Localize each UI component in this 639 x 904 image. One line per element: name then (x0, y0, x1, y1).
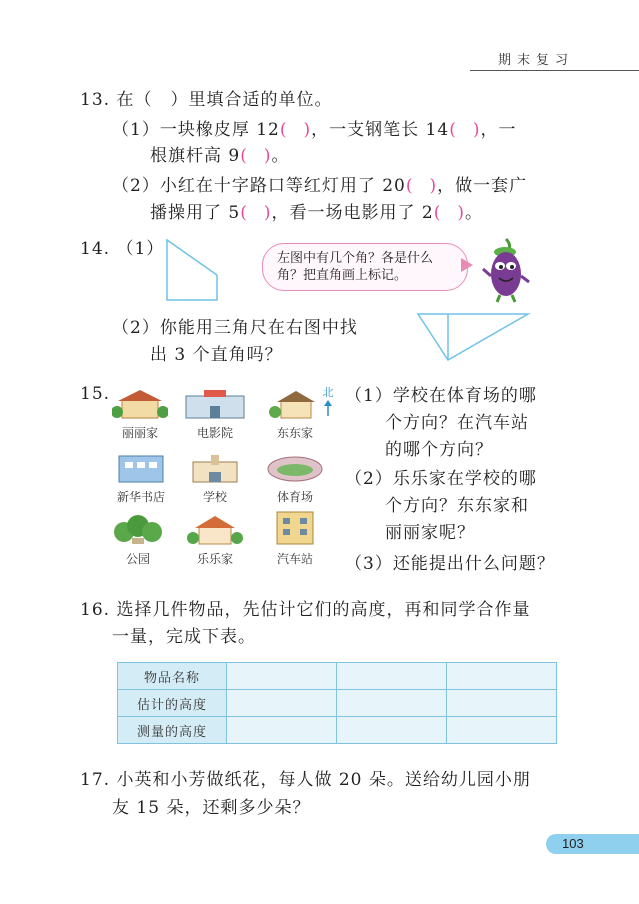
table-row-header: 测量的高度 (118, 717, 227, 744)
bubble-text-line2: 角？把直角画上标记。 (277, 268, 408, 283)
q13-part2-line1: （2）小红在十字路口等红灯用了 20( )，做一套广 (112, 176, 528, 196)
place-lili-home (110, 388, 170, 441)
header-bar (498, 49, 639, 67)
place-lele-home (185, 514, 245, 567)
q17-line2: 友 15 朵，还剩多少朵？ (112, 798, 311, 818)
q13-part1-line1: （1）一块橡皮厚 12( )，一支钢笔长 14( )，一 (112, 120, 517, 140)
q15-question2: （2）乐乐家在学校的哪 个方向？东东家和 丽丽家呢？ (345, 469, 537, 543)
table-row-header: 估计的高度 (118, 690, 227, 717)
bubble-text-line1: 左图中有几个角？各是什么 (277, 251, 434, 266)
place-dongdong-home (265, 388, 325, 441)
place-label: 学校 (202, 490, 227, 504)
q16-number: 16. (80, 600, 111, 620)
page-number-tab (546, 834, 639, 854)
table-row (118, 717, 557, 744)
house-icon (267, 388, 323, 420)
q15-question3: （3）还能提出什么问题？ (345, 554, 555, 574)
blank-paren[interactable]: ( ) (405, 176, 438, 196)
q15-number: 15. (80, 384, 111, 404)
place-cinema (180, 388, 250, 441)
header-title: 期末复习 (498, 53, 575, 68)
north-indicator (321, 384, 335, 420)
q14-number: 14. (80, 239, 111, 259)
table-cell[interactable] (337, 717, 447, 744)
place-label: 丽丽家 (121, 426, 158, 440)
q15-question1: （1）学校在体育场的哪 个方向？在汽车站 的哪个方向？ (345, 386, 537, 460)
place-label: 汽车站 (276, 552, 313, 566)
blank-paren[interactable]: ( ) (240, 203, 272, 223)
bubble-tail (461, 258, 473, 272)
blank-paren[interactable]: ( ) (279, 120, 312, 140)
table-cell[interactable] (227, 717, 337, 744)
blank-paren[interactable]: ( ) (433, 203, 466, 223)
q13-part2-line2: 播操用了 5( )，看一场电影用了 2( )。 (150, 203, 484, 223)
q13-text: 在（ ）里填合适的单位。 (116, 90, 333, 110)
q16-line1: 16. 选择几件物品，先估计它们的高度，再和同学合作量 (80, 600, 531, 620)
building-icon (111, 452, 171, 484)
north-label: 北 (322, 386, 334, 399)
table-cell[interactable] (337, 690, 447, 717)
table-cell[interactable] (447, 663, 557, 690)
table-cell[interactable] (447, 690, 557, 717)
house-icon (187, 514, 243, 546)
triangle-figure (414, 308, 534, 366)
table-row-header: 物品名称 (118, 663, 227, 690)
north-arrow-icon (323, 400, 333, 416)
table-cell[interactable] (227, 663, 337, 690)
table-cell[interactable] (227, 690, 337, 717)
place-bookstore (108, 452, 174, 505)
place-park (110, 514, 166, 567)
page-number: 103 (562, 836, 584, 851)
place-label: 乐乐家 (196, 552, 233, 566)
bus-station-icon (267, 508, 323, 546)
cinema-icon (182, 388, 248, 420)
q16-line2: 一量，完成下表。 (112, 627, 256, 647)
blank-paren[interactable]: ( ) (449, 120, 481, 140)
place-label: 电影院 (196, 426, 233, 440)
table-row (118, 690, 557, 717)
place-label: 公园 (125, 552, 150, 566)
place-label: 体育场 (276, 490, 313, 504)
stadium-icon (265, 452, 325, 484)
blank-paren[interactable]: ( ) (240, 146, 272, 166)
q13-part1-line2: 根旗杆高 9( )。 (150, 146, 290, 166)
header-rule (470, 70, 639, 71)
table-row (118, 663, 557, 690)
quadrilateral-figure (160, 235, 226, 305)
q17-line1: 17. 小英和小芳做纸花，每人做 20 朵。送给幼儿园小朋 (80, 770, 531, 790)
q17-number: 17. (80, 770, 111, 790)
eggplant-mascot-icon (478, 236, 534, 304)
q14-part1: （1） (116, 239, 165, 259)
q13-prompt (80, 90, 332, 110)
place-stadium (262, 452, 328, 505)
q14-label (80, 239, 164, 259)
q14-part2-line1: （2）你能用三角尺在右图中找 (112, 318, 358, 338)
q14-part2-line2: 出 3 个直角吗？ (150, 345, 283, 365)
place-label: 新华书店 (116, 490, 165, 504)
speech-bubble (262, 243, 468, 291)
table-cell[interactable] (447, 717, 557, 744)
table-cell[interactable] (337, 663, 447, 690)
q13-number: 13. (80, 90, 111, 110)
place-bus-station (265, 508, 325, 567)
place-school (185, 452, 245, 505)
place-label: 东东家 (276, 426, 313, 440)
school-icon (187, 452, 243, 484)
park-icon (112, 514, 164, 546)
measurement-table (117, 662, 557, 744)
house-icon (112, 388, 168, 420)
